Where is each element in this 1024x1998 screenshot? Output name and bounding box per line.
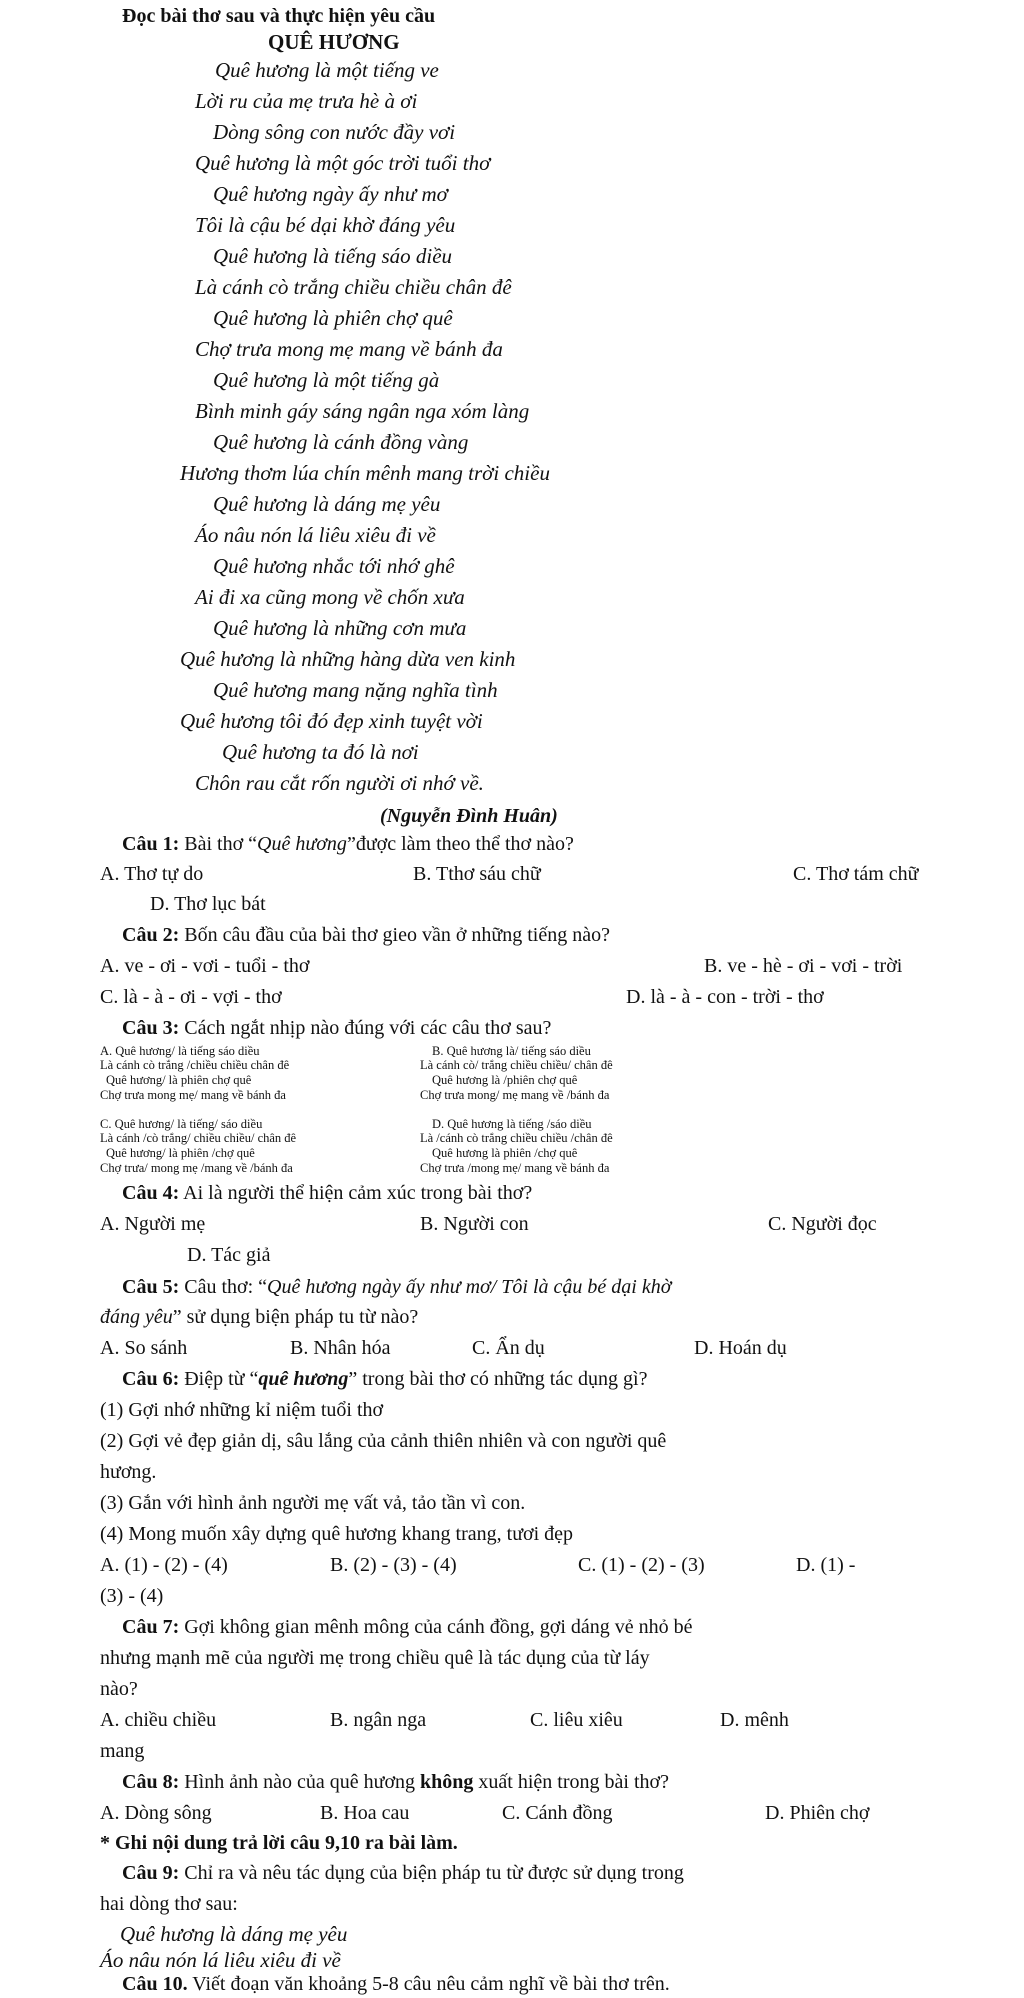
q7-option-b: B. ngân nga — [330, 1709, 427, 1731]
question-2: Câu 2: Bốn câu đầu của bài thơ gieo vần ở những tiếng nào? — [122, 924, 610, 946]
q4-option-a: A. Người mẹ — [100, 1213, 206, 1235]
poem-line: Quê hương là phiên chợ quê — [213, 306, 453, 330]
question-7: Câu 7: Gợi không gian mênh mông của cánh đồng, gợi dáng vẻ nhỏ bé — [122, 1616, 693, 1638]
q6-item: (4) Mong muốn xây dựng quê hương khang trang, tươi đẹp — [100, 1523, 574, 1545]
q6-item: (1) Gợi nhớ những kỉ niệm tuổi thơ — [100, 1399, 384, 1421]
poem-line: Quê hương là dáng mẹ yêu — [213, 492, 441, 516]
worksheet: Đọc bài thơ sau và thực hiện yêu cầu QUÊ HƯƠNG Quê hương là một tiếng ve Lời ru của mẹ trưa hè à ơi Dòng sông con nước đầy vơi Quê hương là một góc trời tuổi thơ Quê hương ngày ấy như mơ Tôi là cậu bé dại khờ đáng yêu Quê hương là tiếng sáo diều Là cánh cò trắng chiều chiều chân đê Quê hương là phiên chợ quê Chợ trưa mong mẹ mang về bánh đa Quê hương là một tiếng gà Bình minh gáy sáng ngân nga xóm làng Quê hương là cánh đồng vàng Hương thơm lúa chín mênh mang trời chiều Quê hương là dáng mẹ yêu Áo nâu nón lá liêu xiêu đi về Quê hương nhắc tới nhớ ghê Ai đi xa cũng mong về chốn xưa Quê hương là những cơn mưa Quê hương là những hàng dừa ven kinh Quê hương mang nặng nghĩa tình Quê hương tôi đó đẹp xinh tuyệt vời Quê hương ta đó là nơi Chôn rau cắt rốn người ơi nhớ về. (Nguyễn Đình Huân) Câu 1: Bài thơ “Quê hương”được làm theo thể thơ nào? A. Thơ tự do B. Tthơ sáu chữ C. Thơ tám chữ D. Thơ lục bát Câu 2: Bốn câu đầu của bài thơ gieo vần ở những tiếng nào? A. ve - ơi - vơi - tuổi - thơ B. ve - hè - ơi - vơi - trời C. là - à - ơi - vợi - thơ D. là - à - con - trời - thơ Câu 3: Cách ngắt nhịp nào đúng với các câu thơ sau? A. Quê hương/ là tiếng sáo diều Là cánh cò trắng /chiều chiều chân đê Quê hương/ là phiên chợ quê Chợ trưa mong mẹ/ mang về bánh đa B. Quê hương là/ tiếng sáo diều Là cánh cò/ trắng chiều chiều/ chân đê Quê hương là /phiên chợ quê Chợ trưa mong/ mẹ mang về /bánh đa C. Quê hương/ là tiếng/ sáo diều Là cánh /cò trắng/ chiều chiều/ chân đê Quê hương/ là phiên /chợ quê Chợ trưa/ mong mẹ /mang về /bánh đa D. Quê hương là tiếng /sáo diều Là /cánh cò trắng chiều chiều /chân đê Quê hương là phiên /chợ quê Chợ trưa /mong mẹ/ mang về bánh đa Câu 4: Ai là người thể hiện cảm xúc trong bài thơ? A. Người mẹ B. Người con C. Người đọc D. Tác giả Câu 5: Câu thơ: “Quê hương ngày ấy như mơ/ Tôi là cậu bé dại khờ đáng yêu” sử dụng biện pháp tu từ nào? A. So sánh B. Nhân hóa C. Ẩn dụ D. Hoán dụ Câu 6: Điệp từ “quê hương” trong bài thơ có những tác dụng gì? (1) Gợi nhớ những kỉ niệm tuổi thơ (2) Gợi vẻ đẹp giản dị, sâu lắng của cảnh thiên nhiên và con người quê hương. (3) Gắn với hình ảnh người mẹ vất vả, tảo tần vì con. (4) Mong muốn xây dựng quê hương khang trang, tươi đẹp A. (1) - (2) - (4) B. (2) - (3) - (4) C. (1) - (2) - (3) D. (1) - (3) - (4) Câu 7: Gợi không gian mênh mông của cánh đồng, gợi dáng vẻ nhỏ bé nhưng mạnh mẽ của người mẹ trong chiều quê là tác dụng của từ láy nào? A. chiều chiều B. ngân nga C. liêu xiêu D. mênh mang Câu 8: Hình ảnh nào của quê hương không xuất hiện trong bài thơ? A. Dòng sông B. Hoa cau C. Cánh đồng D. Phiên chợ * Ghi nội dung trả lời câu 9,10 ra bài làm. Câu 9: Chỉ ra và nêu tác dụng của biện pháp tu từ được sử dụng trong hai dòng thơ sau: Quê hương là dáng mẹ yêu Áo nâu nón lá liêu xiêu đi về Câu 10. Viết đoạn văn khoảng 5-8 câu nêu cảm nghĩ về bài thơ trên. — [100, 5, 919, 1995]
q1-option-a: A. Thơ tự do — [100, 863, 204, 885]
q6-option-d: D. (1) - — [796, 1554, 856, 1576]
q6-option-b: B. (2) - (3) - (4) — [330, 1554, 457, 1576]
q4-option-b: B. Người con — [420, 1213, 529, 1235]
q7-option-d: D. mênh — [720, 1709, 789, 1731]
poem-line: Lời ru của mẹ trưa hè à ơi — [195, 89, 418, 113]
q6-option-d-continued: (3) - (4) — [100, 1585, 164, 1607]
poem-line: Là cánh cò trắng chiều chiều chân đê — [195, 275, 512, 299]
instruction: Đọc bài thơ sau và thực hiện yêu cầu — [122, 5, 436, 27]
q8-option-c: C. Cánh đồng — [502, 1802, 613, 1824]
poem-line: Quê hương là những hàng dừa ven kinh — [180, 647, 516, 671]
q2-option-b: B. ve - hè - ơi - vơi - trời — [704, 955, 903, 977]
poem-line: Bình minh gáy sáng ngân nga xóm làng — [195, 399, 530, 423]
poem-line: Chôn rau cắt rốn người ơi nhớ về. — [195, 771, 484, 795]
question-9: Câu 9: Chỉ ra và nêu tác dụng của biện pháp tu từ được sử dụng trong — [122, 1862, 684, 1884]
poem-line: Quê hương nhắc tới nhớ ghê — [213, 554, 455, 578]
q1-option-c: C. Thơ tám chữ — [793, 863, 919, 885]
poem-line: Quê hương là một tiếng gà — [213, 368, 440, 392]
poem-line: Chợ trưa mong mẹ mang về bánh đa — [195, 337, 503, 361]
poem-line: Quê hương là những cơn mưa — [213, 616, 467, 640]
poem-line: Ai đi xa cũng mong về chốn xưa — [195, 585, 465, 609]
answer-note: * Ghi nội dung trả lời câu 9,10 ra bài làm. — [100, 1832, 458, 1854]
q6-option-a: A. (1) - (2) - (4) — [100, 1554, 228, 1576]
q7-option-c: C. liêu xiêu — [530, 1709, 623, 1731]
q6-item: hương. — [100, 1461, 157, 1483]
question-7-line-3: nào? — [100, 1678, 138, 1700]
q8-option-b: B. Hoa cau — [320, 1802, 410, 1824]
question-4: Câu 4: Ai là người thể hiện cảm xúc trong bài thơ? — [122, 1182, 533, 1204]
q5-option-c: C. Ẩn dụ — [472, 1337, 545, 1359]
poem-line: Quê hương là một góc trời tuổi thơ — [195, 151, 491, 175]
q8-option-a: A. Dòng sông — [100, 1802, 212, 1824]
q6-item: (3) Gắn với hình ảnh người mẹ vất vả, tảo tần vì con. — [100, 1492, 526, 1514]
q6-item: (2) Gợi vẻ đẹp giản dị, sâu lắng của cảnh thiên nhiên và con người quê — [100, 1430, 667, 1452]
poem-line: Áo nâu nón lá liêu xiêu đi về — [195, 523, 436, 547]
poem-title: QUÊ HƯƠNG — [268, 30, 400, 54]
question-6: Câu 6: Điệp từ “quê hương” trong bài thơ có những tác dụng gì? — [122, 1368, 648, 1390]
question-8: Câu 8: Hình ảnh nào của quê hương không xuất hiện trong bài thơ? — [122, 1771, 669, 1793]
poem-line: Quê hương là tiếng sáo diều — [213, 244, 453, 268]
question-5: Câu 5: Câu thơ: “Quê hương ngày ấy như mơ/ Tôi là cậu bé dại khờ — [122, 1276, 672, 1298]
q5-option-d: D. Hoán dụ — [694, 1337, 787, 1359]
q4-option-d: D. Tác giả — [187, 1244, 271, 1266]
q2-option-d: D. là - à - con - trời - thơ — [626, 986, 824, 1008]
q7-option-d-continued: mang — [100, 1740, 145, 1762]
poem-line: Hương thơm lúa chín mênh mang trời chiều — [180, 461, 550, 485]
q5-option-a: A. So sánh — [100, 1337, 188, 1359]
q2-option-a: A. ve - ơi - vơi - tuổi - thơ — [100, 955, 310, 977]
q7-option-a: A. chiều chiều — [100, 1709, 217, 1731]
question-3: Câu 3: Cách ngắt nhịp nào đúng với các câu thơ sau? — [122, 1017, 552, 1039]
question-5-continued: đáng yêu” sử dụng biện pháp tu từ nào? — [100, 1306, 419, 1328]
question-10: Câu 10. Viết đoạn văn khoảng 5-8 câu nêu cảm nghĩ về bài thơ trên. — [122, 1973, 670, 1995]
q4-option-c: C. Người đọc — [768, 1213, 877, 1235]
q1-option-d: D. Thơ lục bát — [150, 893, 266, 915]
poem-line: Quê hương ta đó là nơi — [222, 740, 419, 764]
poem-line: Dòng sông con nước đầy vơi — [213, 120, 456, 144]
poem-line: Tôi là cậu bé dại khờ đáng yêu — [195, 213, 456, 237]
question-7-line-2: nhưng mạnh mẽ của người mẹ trong chiều quê là tác dụng của từ láy — [100, 1647, 650, 1669]
q2-option-c: C. là - à - ơi - vợi - thơ — [100, 986, 282, 1008]
q5-option-b: B. Nhân hóa — [290, 1337, 391, 1359]
q9-verse: Quê hương là dáng mẹ yêu — [120, 1922, 348, 1946]
q1-option-b: B. Tthơ sáu chữ — [413, 863, 541, 885]
q8-option-d: D. Phiên chợ — [765, 1802, 870, 1824]
poem-line: Quê hương ngày ấy như mơ — [213, 182, 448, 206]
poem-line: Quê hương tôi đó đẹp xinh tuyệt vời — [180, 709, 483, 733]
question-9-line-2: hai dòng thơ sau: — [100, 1893, 238, 1915]
poem-line: Quê hương là cánh đồng vàng — [213, 430, 469, 454]
poem-line: Quê hương là một tiếng ve — [215, 58, 439, 82]
q6-option-c: C. (1) - (2) - (3) — [578, 1554, 705, 1576]
q9-verse: Áo nâu nón lá liêu xiêu đi về — [100, 1948, 341, 1972]
poem-author: (Nguyễn Đình Huân) — [380, 805, 558, 827]
question-1: Câu 1: Bài thơ “Quê hương”được làm theo thể thơ nào? — [122, 833, 574, 855]
poem-line: Quê hương mang nặng nghĩa tình — [213, 678, 498, 702]
question-label: Câu 1: — [122, 833, 180, 855]
